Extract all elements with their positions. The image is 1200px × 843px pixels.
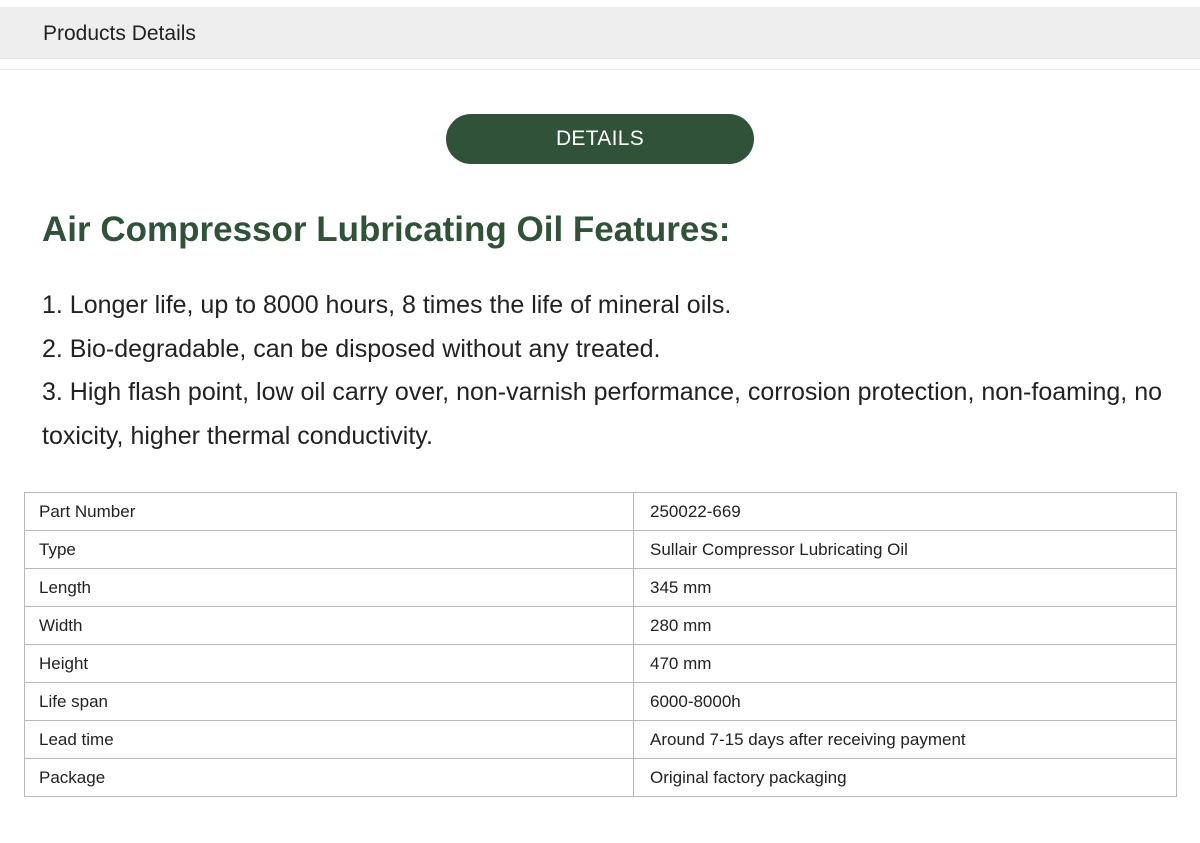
feature-item: 1. Longer life, up to 8000 hours, 8 times the life of mineral oils.: [42, 291, 732, 319]
spec-value: 250022-669: [634, 493, 1177, 531]
spec-value: 280 mm: [634, 607, 1177, 645]
spec-value: 6000-8000h: [634, 683, 1177, 721]
spec-name: Width: [25, 607, 634, 645]
spec-name: Part Number: [25, 493, 634, 531]
feature-item: 2. Bio-degradable, can be disposed without any treated.: [42, 334, 661, 363]
table-row: [25, 531, 1177, 569]
table-row: [25, 759, 1177, 797]
table-row: [25, 493, 1177, 531]
table-row: [25, 569, 1177, 607]
header-divider: [0, 69, 1200, 70]
spec-name: Height: [25, 645, 634, 683]
table-row: [25, 607, 1177, 645]
spec-value: Around 7-15 days after receiving payment: [634, 721, 1177, 759]
spec-name: Length: [25, 569, 634, 607]
spec-name: Type: [25, 531, 634, 569]
feature-item: 3. High flash point, low oil carry over, non-varnish performance, corrosion protection, non-foaming, no toxicity, higher thermal conductivity.: [42, 378, 1163, 451]
spec-name: Lead time: [25, 721, 634, 759]
products-details-header: [0, 7, 1200, 59]
spec-value: 470 mm: [634, 645, 1177, 683]
table-row: [25, 645, 1177, 683]
features-list: [42, 284, 1162, 459]
spec-name: Package: [25, 759, 634, 797]
features-heading: Air Compressor Lubricating Oil Features:: [42, 210, 731, 249]
spec-value: Sullair Compressor Lubricating Oil: [634, 531, 1177, 569]
table-row: [25, 721, 1177, 759]
spec-value: Original factory packaging: [634, 759, 1177, 797]
spec-value: 345 mm: [634, 569, 1177, 607]
table-row: [25, 683, 1177, 721]
details-tab-button[interactable]: DETAILS: [446, 114, 754, 164]
spec-name: Life span: [25, 683, 634, 721]
spec-table: [24, 492, 1177, 797]
header-title: Products Details: [43, 22, 196, 45]
